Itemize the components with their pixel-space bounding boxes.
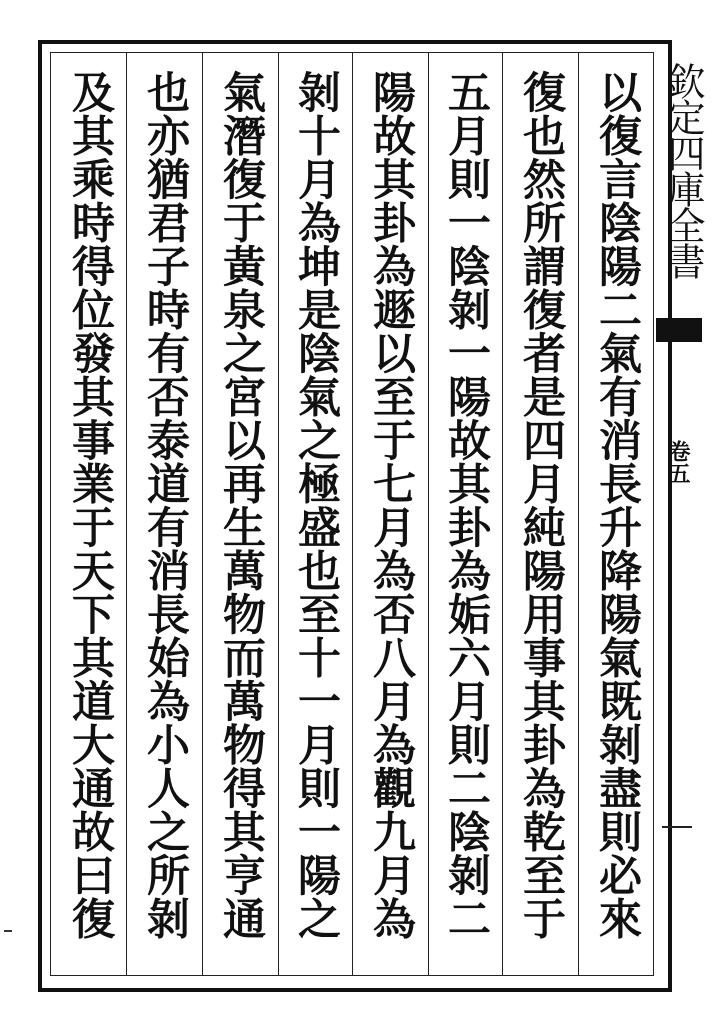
volume-label: 卷五 [665, 440, 691, 484]
text-column-6: 氣潛復于黃泉之宮以再生萬物而萬物得其亨通 [216, 70, 266, 940]
column-rule [202, 52, 203, 976]
column-rule [126, 52, 127, 976]
text-column-3: 五月則一陰剝一陽故其卦為姤六月則二陰剝二 [441, 70, 491, 940]
fish-tail-mark [656, 318, 702, 342]
book-title: 欽定四庫全書 [661, 62, 705, 278]
text-column-2: 復也然所謂復者是四月純陽用事其卦為乾至于 [516, 70, 566, 940]
column-rule [502, 52, 503, 976]
text-column-8: 及其乘時得位發其事業于天下其道大通故曰復 [65, 70, 115, 940]
ink-speck [4, 930, 12, 932]
margin-tick [662, 826, 692, 828]
column-rule [278, 52, 279, 976]
text-column-4: 陽故其卦為遯以至于七月為否八月為觀九月為 [366, 70, 416, 940]
text-column-1: 以復言陰陽二氣有消長升降陽氣既剝盡則必來 [592, 70, 642, 940]
text-column-7: 也亦猶君子時有否泰道有消長始為小人之所剝 [140, 70, 190, 940]
column-rule [578, 52, 579, 976]
text-column-5: 剝十月為坤是陰氣之極盛也至十一月則一陽之 [291, 70, 341, 940]
column-rule [428, 52, 429, 976]
column-rule [352, 52, 353, 976]
